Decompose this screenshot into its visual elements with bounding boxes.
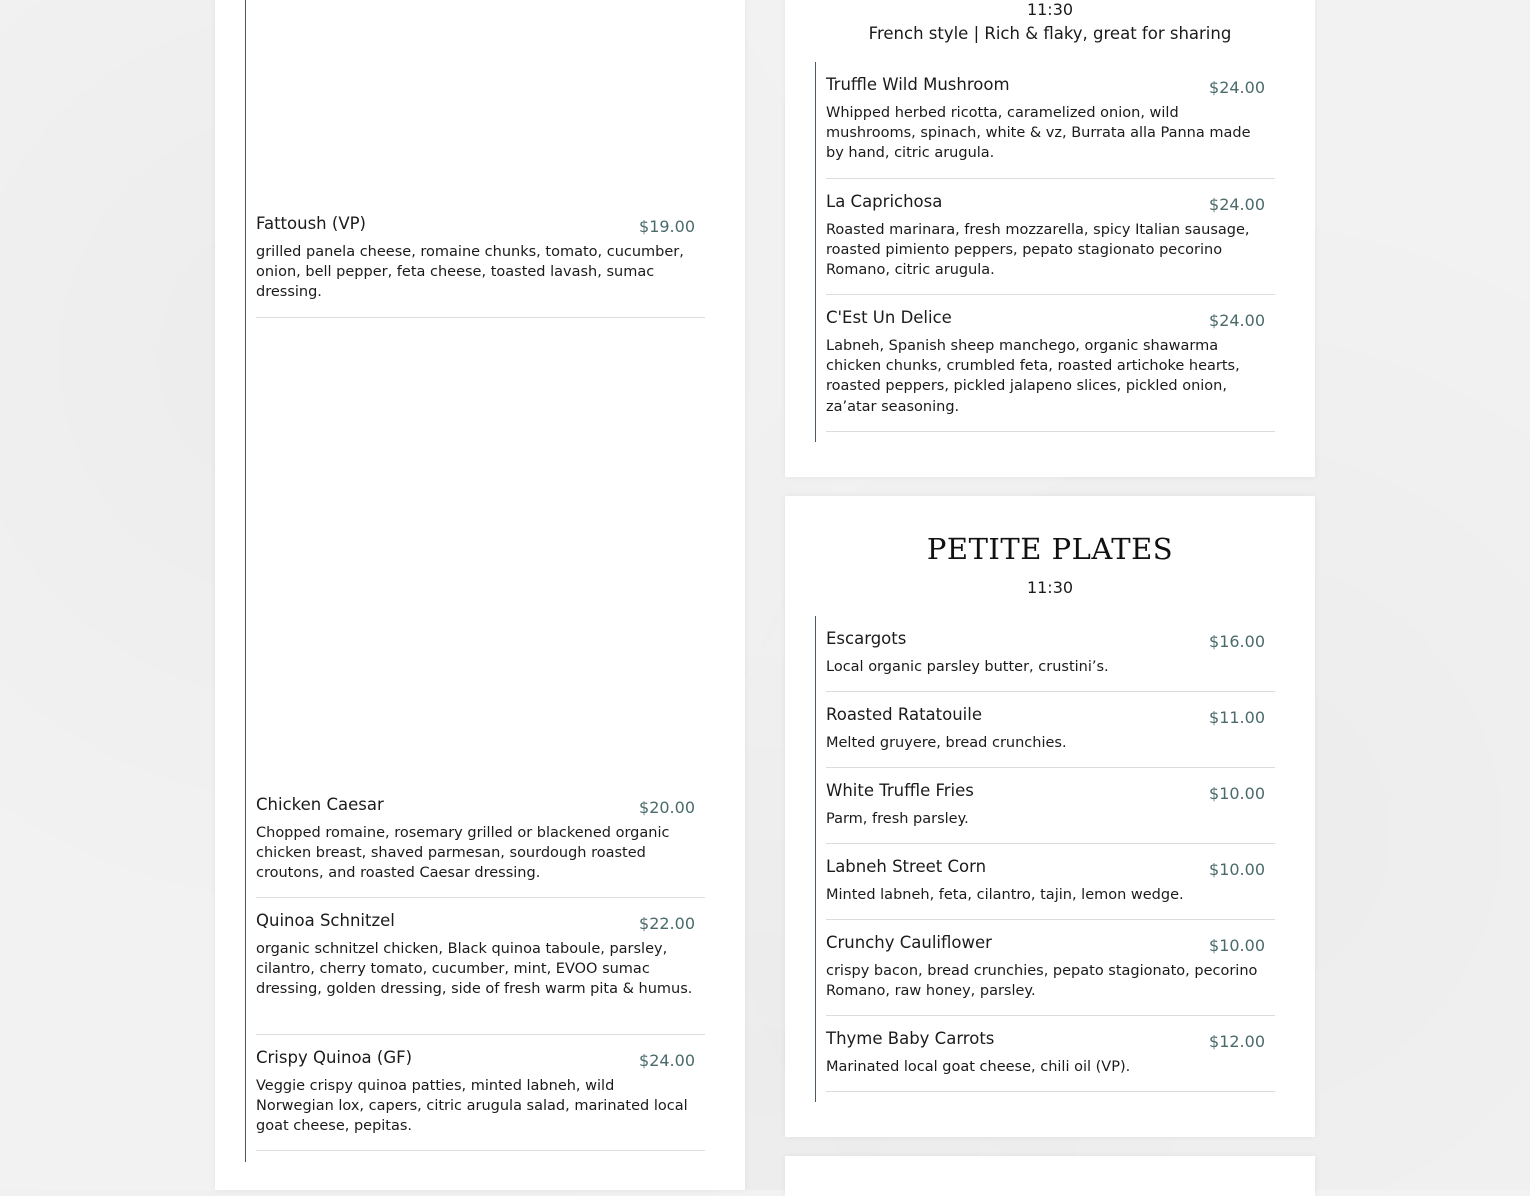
menu-item-name: Labneh Street Corn <box>826 857 987 876</box>
menu-item-description: Parm, fresh parsley. <box>826 811 969 827</box>
menu-item-description: Whipped herbed ricotta, caramelized onion, wild mushrooms, spinach, white & vz, Burrata alla Panna made by hand, citric arugula. <box>826 105 1251 162</box>
menu-item-name: Crispy Quinoa (GF) <box>256 1048 413 1067</box>
menu-item-description: crispy bacon, bread crunchies, pepato stagionato, pecorino Romano, raw honey, parsley. <box>826 963 1258 1000</box>
menu-item[interactable] <box>256 911 705 1000</box>
menu-item[interactable] <box>256 1048 705 1137</box>
item-divider <box>256 1034 705 1035</box>
menu-item-price: $16.00 <box>1209 632 1265 651</box>
section-time: 11:30 <box>1026 578 1074 597</box>
menu-item-name: White Truffle Fries <box>826 781 974 800</box>
item-divider <box>256 1150 705 1151</box>
menu-item[interactable] <box>256 214 705 303</box>
item-divider <box>826 1015 1275 1016</box>
menu-item-description: organic schnitzel chicken, Black quinoa taboule, parsley, cilantro, cherry tomato, cucumber, mint, EVOO sumac dressing, golden dressing, side of fresh warm pita & humus. <box>256 941 693 998</box>
section-title: PETITE PLATES <box>926 532 1174 566</box>
menu-item-description: Chopped romaine, rosemary grilled or blackened organic chicken breast, shaved parmesan, sourdough roasted croutons, and roasted Caesar dressing. <box>256 825 670 882</box>
menu-item-price: $24.00 <box>1209 195 1265 214</box>
flatbreads-card <box>785 0 1315 477</box>
item-divider <box>826 691 1275 692</box>
menu-item-price: $12.00 <box>1209 1032 1265 1051</box>
menu-item-name: C'Est Un Delice <box>826 308 952 327</box>
item-divider <box>826 431 1275 432</box>
item-divider <box>256 317 705 318</box>
menu-item[interactable] <box>826 308 1275 417</box>
menu-item-price: $19.00 <box>639 217 695 236</box>
section-subtitle: French style | Rich & flaky, great for sharing <box>868 24 1232 43</box>
menu-item[interactable] <box>826 192 1275 281</box>
menu-item-description: Labneh, Spanish sheep manchego, organic shawarma chicken chunks, crumbled feta, roasted artichoke hearts, roasted peppers, pickled jalapeno slices, pickled onion, za’atar seasoning. <box>826 338 1240 415</box>
menu-item-description: grilled panela cheese, romaine chunks, tomato, cucumber, onion, bell pepper, feta cheese, toasted lavash, sumac dressing. <box>256 244 684 301</box>
menu-item-name: La Caprichosa <box>826 192 943 211</box>
item-divider <box>826 843 1275 844</box>
item-divider <box>826 294 1275 295</box>
menu-item-description: Local organic parsley butter, crustini’s. <box>826 659 1109 675</box>
menu-item-name: Thyme Baby Carrots <box>826 1029 995 1048</box>
menu-item-name: Roasted Ratatouile <box>826 705 983 724</box>
menu-item-description: Minted labneh, feta, cilantro, tajin, lemon wedge. <box>826 887 1184 903</box>
petite-plates-card <box>785 496 1315 1137</box>
menu-item-price: $22.00 <box>639 914 695 933</box>
menu-item[interactable] <box>826 629 1275 677</box>
menu-item-name: Crunchy Cauliflower <box>826 933 992 952</box>
menu-item-price: $11.00 <box>1209 708 1265 727</box>
item-divider <box>256 897 705 898</box>
menu-item[interactable] <box>256 795 705 884</box>
salads-card <box>215 0 745 1190</box>
item-divider <box>826 919 1275 920</box>
section-accent-line <box>815 62 816 442</box>
menu-item-price: $20.00 <box>639 798 695 817</box>
menu-item-price: $24.00 <box>639 1051 695 1070</box>
menu-item[interactable] <box>826 857 1275 905</box>
menu-item-description: Roasted marinara, fresh mozzarella, spicy Italian sausage, roasted pimiento peppers, pepato stagionato pecorino Romano, citric arugula. <box>826 222 1250 279</box>
section-accent-line <box>815 616 816 1102</box>
item-divider <box>826 1091 1275 1092</box>
menu-item-name: Truffle Wild Mushroom <box>826 75 1010 94</box>
menu-item[interactable] <box>826 933 1275 1001</box>
menu-item-description: Veggie crispy quinoa patties, minted labneh, wild Norwegian lox, capers, citric arugula salad, marinated local goat cheese, pepitas. <box>256 1078 688 1135</box>
item-divider <box>826 767 1275 768</box>
section-time: 11:30 <box>1026 0 1074 19</box>
menu-item-price: $10.00 <box>1209 784 1265 803</box>
menu-item-price: $24.00 <box>1209 311 1265 330</box>
menu-item-description: Marinated local goat cheese, chili oil (VP). <box>826 1059 1131 1075</box>
item-divider <box>826 178 1275 179</box>
menu-item[interactable] <box>826 1029 1275 1077</box>
menu-item-name: Fattoush (VP) <box>256 214 366 233</box>
section-accent-line <box>245 0 246 1162</box>
menu-item-price: $24.00 <box>1209 78 1265 97</box>
menu-item-description: Melted gruyere, bread crunchies. <box>826 735 1067 751</box>
menu-item-price: $10.00 <box>1209 936 1265 955</box>
menu-item[interactable] <box>826 705 1275 753</box>
menu-item[interactable] <box>826 75 1275 164</box>
menu-item[interactable] <box>826 781 1275 829</box>
menu-item-price: $10.00 <box>1209 860 1265 879</box>
next-section-card <box>785 1156 1315 1196</box>
menu-item-name: Escargots <box>826 629 907 648</box>
menu-item-name: Quinoa Schnitzel <box>256 911 395 930</box>
menu-item-name: Chicken Caesar <box>256 795 384 814</box>
